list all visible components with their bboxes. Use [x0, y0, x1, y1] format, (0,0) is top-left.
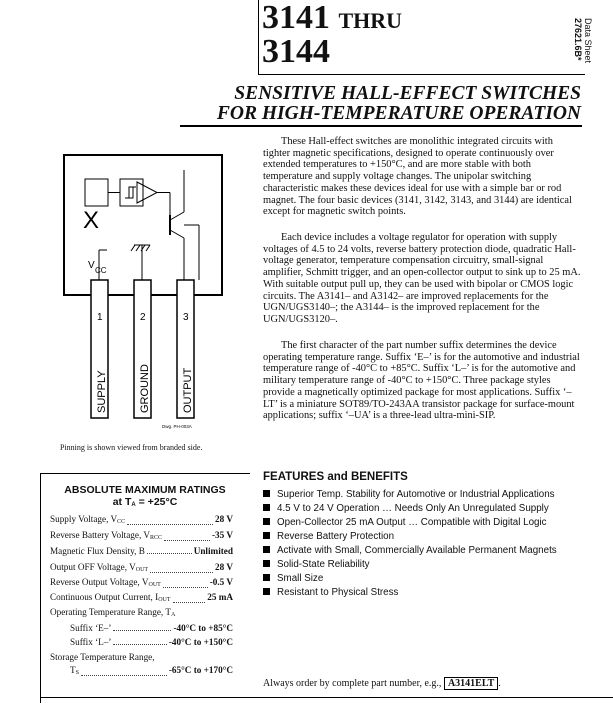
rating-storage-ts: $T_S$ -65°C to +170°C: [70, 665, 233, 676]
headline: SENSITIVE HALL-EFFECT SWITCHES FOR HIGH-TEMPERATURE OPERATION: [216, 83, 581, 124]
title-line-2: 3144: [262, 33, 330, 70]
headline-rule: [180, 125, 582, 127]
rating-operating-temp: Operating Temperature Range, $T_A$: [50, 607, 176, 618]
feature-item: Solid-State Reliability: [263, 558, 370, 572]
ratings-title: ABSOLUTE MAXIMUM RATINGS at $T_A = +25^\circ C$: [64, 484, 226, 508]
pin-2-number: 2: [140, 312, 146, 323]
pin-2-name: GROUND: [139, 364, 151, 413]
pinout-diagram: [62, 150, 230, 430]
part-number-example: A3141ELT: [444, 677, 498, 690]
rating-suffix-e: Suffix ‘E–’ -40°C to +85°C: [70, 623, 233, 633]
drawing-number: Dwg. PH-003A: [162, 424, 192, 429]
vcc-sub: CC: [95, 266, 107, 275]
pinning-caption: Pinning is shown viewed from branded side.: [60, 443, 203, 452]
bottom-rule: [40, 697, 613, 698]
paragraph-1: These Hall-effect switches are monolithic integrated circuits with tighter magnetic specifications, designed to operate continuously over extended temperatures to +150°C, and are more stable with both temperature and supply voltage changes. The unipolar switching characteristic makes these devices ideal for use with a simple bar or rod magnet. The four basic devices (3141, 3142, 3143, and 3144) are identical except for magnetic switch points.: [263, 136, 572, 218]
rating-storage-temp: Storage Temperature Range,: [50, 652, 155, 662]
rating-suffix-l: Suffix ‘L–’ -40°C to +150°C: [70, 637, 233, 647]
pin-1-number: 1: [97, 312, 103, 323]
feature-item: Small Size: [263, 572, 323, 586]
paragraph-2: Each device includes a voltage regulator for operation with supply voltages of 4.5 to 24 volts, reverse battery protection diode, quadratic Hall-voltage generator, temperature compensation circuitry, small-signal amplifier, Schmitt trigger, and an open-collector output to sink up to 25 mA. With suitable output pull up, they can be used with bipolar or CMOS logic circuits. The A3141– and A3142– are improved replacements for the UGN/UGS3140–; the A3144– is the improved replacement for the UGN/UGS3120–.: [263, 232, 581, 325]
pin-3-name: OUTPUT: [182, 367, 194, 413]
rating-reverse-output: Reverse Output Voltage, $V_{OUT}$ -0.5 V: [50, 577, 233, 588]
pin-1-name: SUPPLY: [96, 370, 108, 413]
x-symbol: X: [83, 207, 100, 234]
rating-output-off-voltage: Output OFF Voltage, $V_{OUT}$ 28 V: [50, 562, 233, 573]
feature-item: 4.5 V to 24 V Operation … Needs Only An Unregulated Supply: [263, 502, 549, 516]
vcc-label: V: [88, 260, 95, 271]
features-title: FEATURES and BENEFITS: [263, 471, 408, 483]
rating-supply-voltage: Supply Voltage, $V_{CC}$ 28 V: [50, 514, 233, 525]
order-note: Always order by complete part number, e.g., A3141ELT .: [263, 678, 501, 689]
feature-item: Reverse Battery Protection: [263, 530, 394, 544]
feature-item: Superior Temp. Stability for Automotive or Industrial Applications: [263, 488, 555, 502]
title-line-1: 3141 THRU: [262, 0, 403, 36]
feature-item: Resistant to Physical Stress: [263, 586, 398, 600]
rating-reverse-battery: Reverse Battery Voltage, $V_{RCC}$ -35 V: [50, 530, 233, 541]
rating-continuous-current: Continuous Output Current, $I_{OUT}$ 25 mA: [50, 592, 233, 603]
feature-item: Activate with Small, Commercially Available Permanent Magnets: [263, 544, 557, 558]
rating-flux-density: Magnetic Flux Density, B Unlimited: [50, 546, 233, 556]
paragraph-3: The first character of the part number suffix determines the device operating temperature range. Suffix ‘E–’ is for the automotive and industrial temperature range of -40°C to +85°C. Suffix ‘L–’ is for the automotive and military temperature range of -40°C to +150°C. Three package styles provide a magnetically optimized package for most applications. Suffix ‘–LT’ is a miniature SOT89/TO-243AA transistor package for surface-mount applications; suffix ‘–UA’ is a three-lead ultra-mini-SIP.: [263, 340, 580, 422]
feature-item: Open-Collector 25 mA Output … Compatible with Digital Logic: [263, 516, 547, 530]
pin-3-number: 3: [183, 312, 189, 323]
datasheet-side-label: Data Sheet 27621.6B*: [573, 18, 593, 64]
